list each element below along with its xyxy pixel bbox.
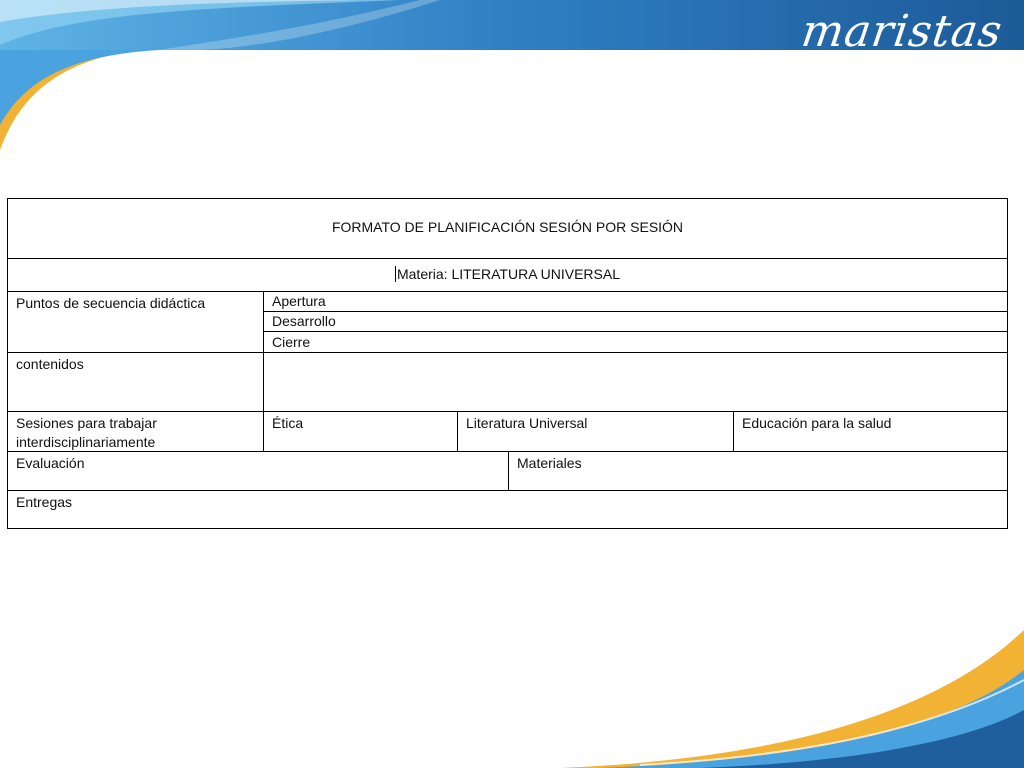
evaluation-row	[8, 452, 1007, 491]
deliverables-label: Entregas	[16, 494, 73, 510]
session-subject-etica-cell[interactable]	[263, 412, 457, 451]
sequence-item-apertura[interactable]: Apertura	[272, 293, 326, 309]
contents-label: contenidos	[16, 356, 84, 372]
materials-cell[interactable]	[508, 452, 1007, 490]
sequence-item-cierre[interactable]: Cierre	[272, 334, 311, 350]
sequence-label-cell	[8, 292, 263, 352]
form-title: FORMATO DE PLANIFICACIÓN SESIÓN POR SESIÓN	[331, 219, 684, 235]
session-subject-salud: Educación para la salud	[742, 415, 892, 431]
sessions-label-cell	[8, 412, 263, 451]
evaluation-cell[interactable]	[8, 452, 508, 490]
sessions-label: Sesiones para trabajar interdisciplinariamente	[16, 415, 157, 450]
subject-row	[8, 259, 1007, 292]
deliverables-row[interactable]	[8, 491, 1007, 529]
header-banner	[0, 0, 1024, 150]
planning-form-table	[7, 198, 1008, 529]
evaluation-label: Evaluación	[16, 455, 85, 471]
text-cursor	[395, 266, 396, 282]
materials-label: Materiales	[517, 455, 582, 471]
sequence-label: Puntos de secuencia didáctica	[16, 295, 206, 311]
session-subject-literatura-cell[interactable]	[457, 412, 733, 451]
form-title-row	[8, 199, 1007, 259]
contents-input-cell[interactable]	[263, 353, 1007, 411]
session-subject-salud-cell[interactable]	[733, 412, 1007, 451]
session-subject-literatura: Literatura Universal	[466, 415, 588, 431]
divider	[264, 311, 1007, 312]
contents-row	[8, 353, 1007, 412]
subject-text: Materia: LITERATURA UNIVERSAL	[396, 266, 621, 282]
sessions-row	[8, 412, 1007, 452]
sequence-items-cell	[263, 292, 1007, 352]
sequence-item-desarrollo[interactable]: Desarrollo	[272, 313, 336, 329]
divider	[264, 331, 1007, 332]
sequence-row	[8, 292, 1007, 353]
maristas-logo: maristas	[798, 6, 1006, 57]
contents-label-cell	[8, 353, 263, 411]
footer-wave-graphic	[0, 610, 1024, 768]
session-subject-etica: Ética	[272, 415, 304, 431]
subject-field[interactable]	[8, 266, 1007, 282]
